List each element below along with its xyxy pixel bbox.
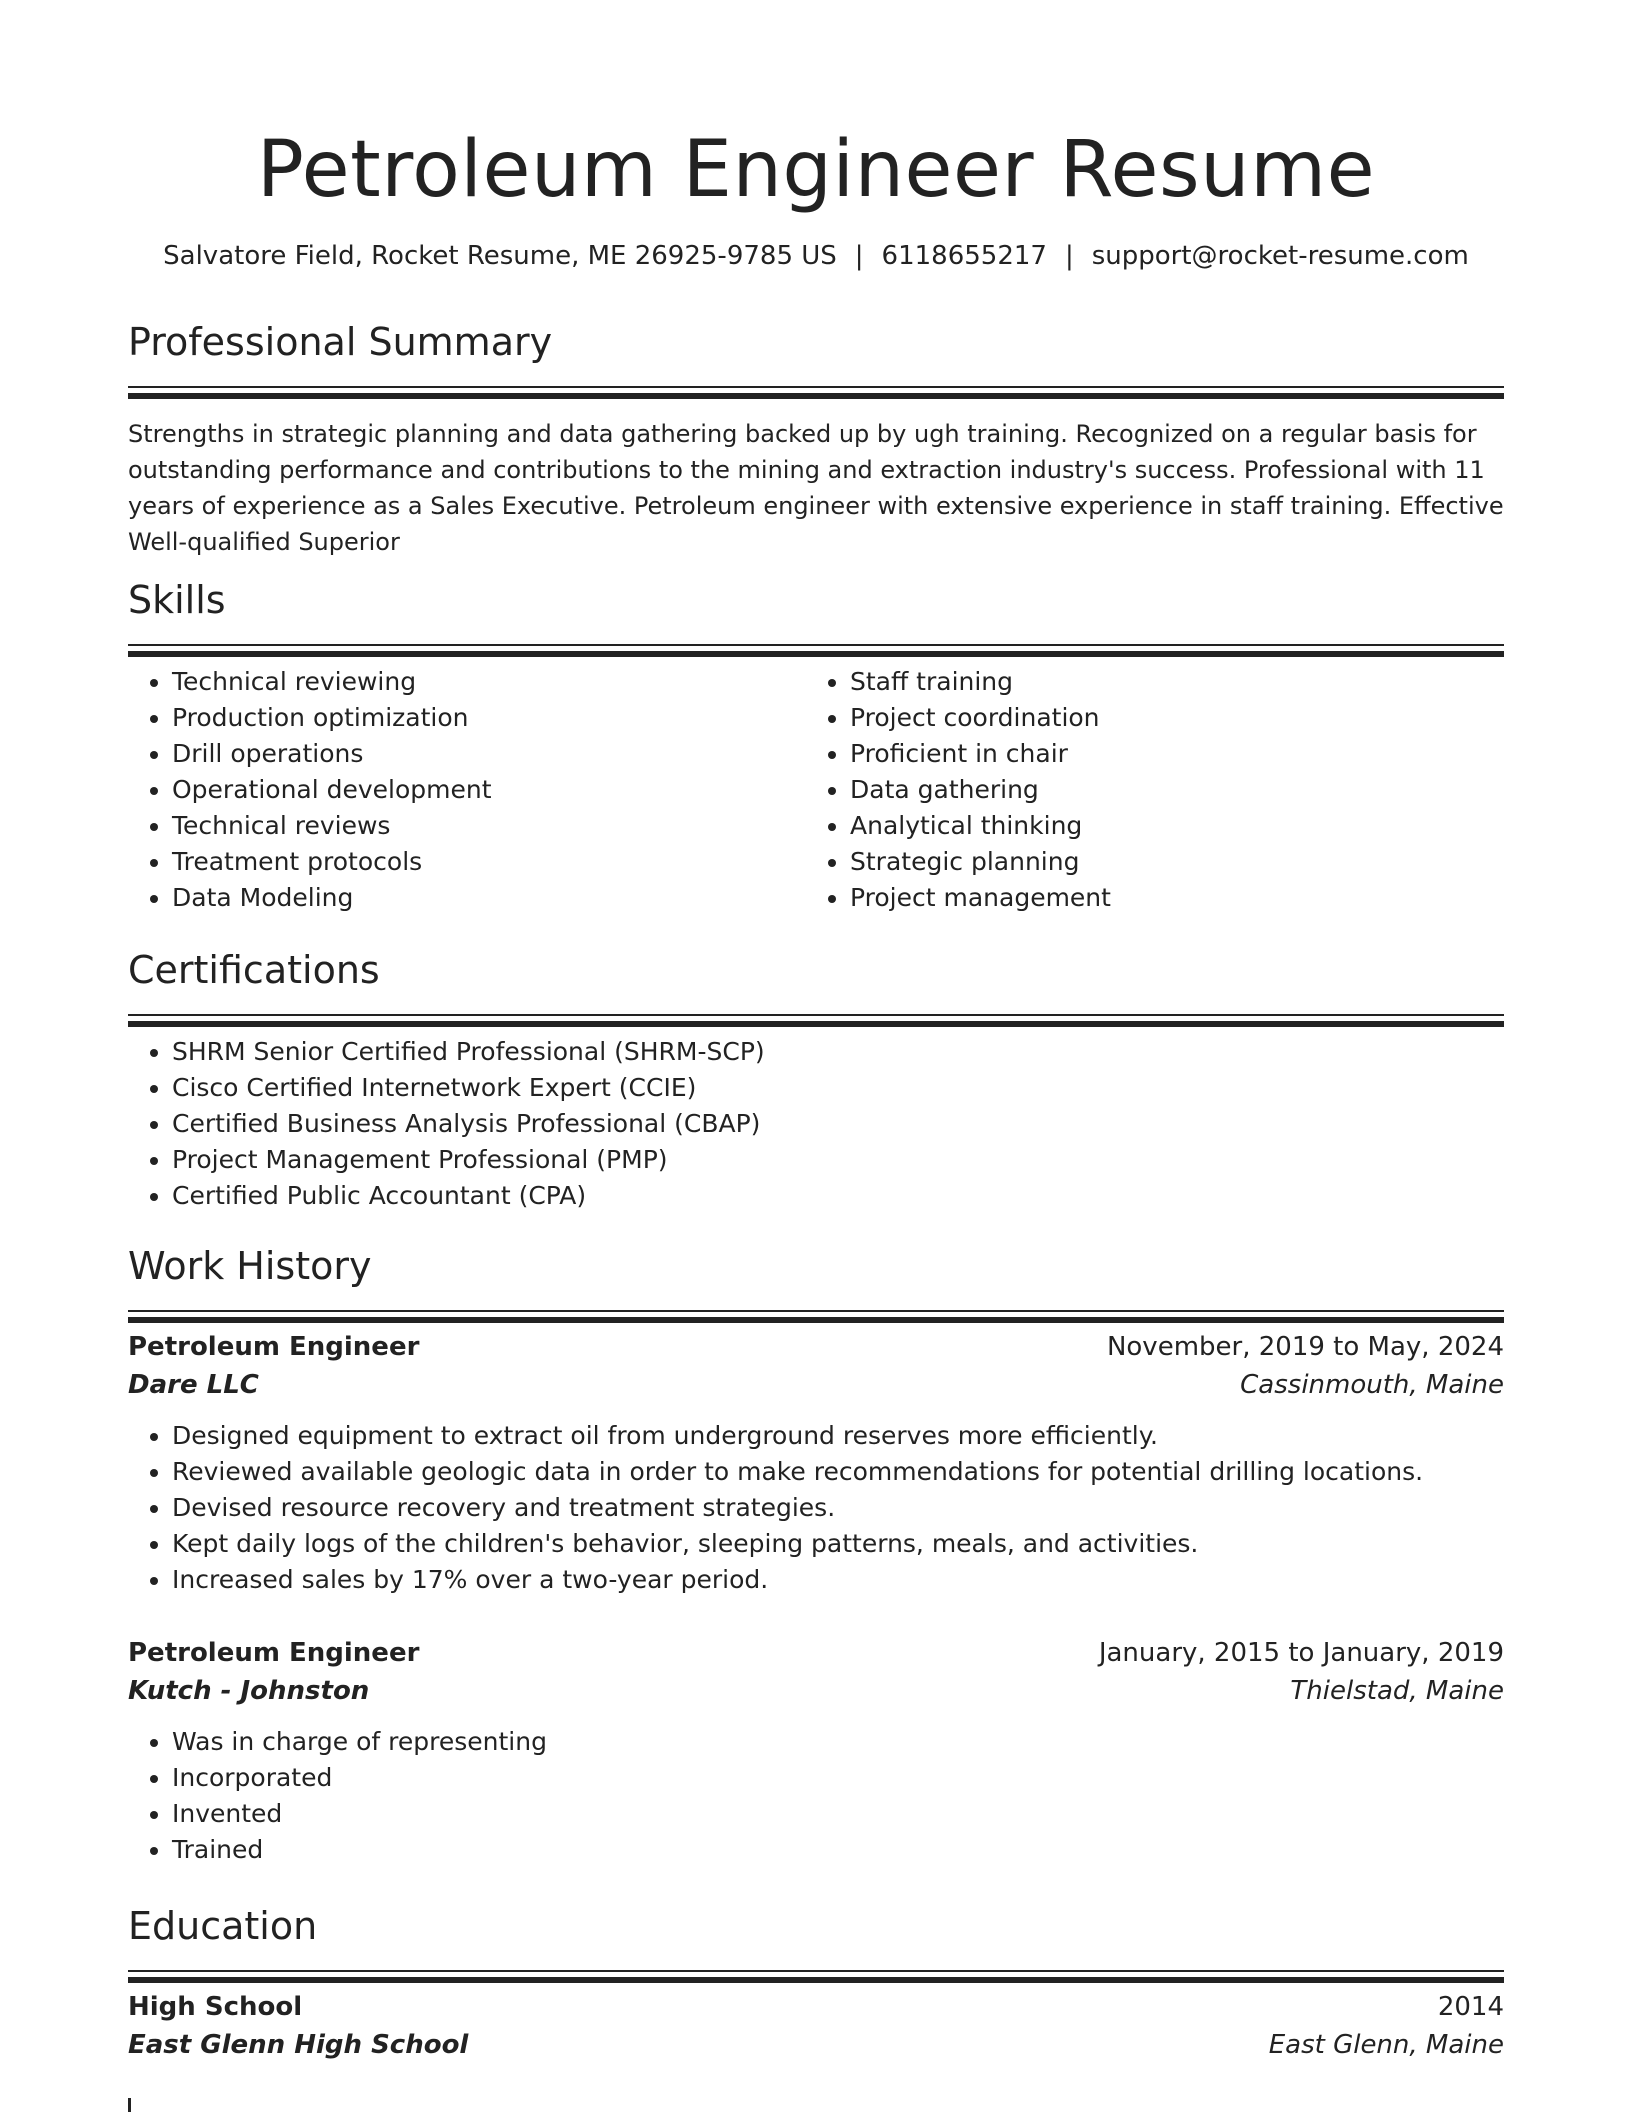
skill-item: • Technical reviewing <box>172 664 806 700</box>
section-heading-work-history: Work History <box>128 1244 372 1288</box>
contact-line <box>128 238 1504 274</box>
certification-item: • Cisco Certified Internetwork Expert (CCIE) <box>172 1070 1504 1106</box>
section-heading-education: Education <box>128 1904 318 1948</box>
certification-item: • Certified Business Analysis Professional (CBAP) <box>172 1106 1504 1142</box>
job-company: Dare LLC <box>128 1370 259 1400</box>
section-divider <box>128 1310 1504 1312</box>
contact-phone: 6118655217 <box>881 241 1047 271</box>
job-header <box>128 1328 1504 1366</box>
job-dates: November, 2019 to May, 2024 <box>1106 1332 1504 1362</box>
work-history-section <box>128 1242 1504 1868</box>
education-section <box>128 1902 1504 2064</box>
skill-item: • Project coordination <box>850 700 1484 736</box>
job-header <box>128 1634 1504 1672</box>
summary-section <box>128 318 1504 560</box>
section-heading-summary: Professional Summary <box>128 320 553 364</box>
job-entry <box>128 1328 1504 1598</box>
section-divider <box>128 1970 1504 1972</box>
skills-columns <box>128 664 1504 916</box>
education-degree: High School <box>128 1992 303 2022</box>
education-entry <box>128 1988 1504 2064</box>
section-divider <box>128 644 1504 646</box>
skills-list-right <box>806 664 1484 916</box>
skills-section <box>128 576 1504 916</box>
text-cursor <box>128 2098 131 2112</box>
job-bullet: • Trained <box>172 1832 1504 1868</box>
education-subheader <box>128 2026 1504 2064</box>
skill-item: • Project management <box>850 880 1484 916</box>
job-bullet: • Designed equipment to extract oil from underground reserves more efficiently. <box>172 1418 1504 1454</box>
job-location: Cassinmouth, Maine <box>1240 1370 1504 1400</box>
skills-list-left <box>128 664 806 916</box>
certifications-list <box>128 1034 1504 1214</box>
skill-item: • Production optimization <box>172 700 806 736</box>
job-bullet: • Invented <box>172 1796 1504 1832</box>
skill-item: • Staff training <box>850 664 1484 700</box>
certification-item: • SHRM Senior Certified Professional (SHRM-SCP) <box>172 1034 1504 1070</box>
certifications-section <box>128 946 1504 1214</box>
job-dates: January, 2015 to January, 2019 <box>1098 1638 1504 1668</box>
skill-item: • Drill operations <box>172 736 806 772</box>
certification-item: • Project Management Professional (PMP) <box>172 1142 1504 1178</box>
job-entry <box>128 1634 1504 1868</box>
skill-item: • Analytical thinking <box>850 808 1484 844</box>
job-bullets <box>128 1418 1504 1598</box>
education-year: 2014 <box>1437 1992 1504 2022</box>
job-bullet: • Incorporated <box>172 1760 1504 1796</box>
skill-item: • Operational development <box>172 772 806 808</box>
section-heading-skills: Skills <box>128 578 226 622</box>
skill-item: • Strategic planning <box>850 844 1484 880</box>
skill-item: • Data gathering <box>850 772 1484 808</box>
contact-email[interactable]: support@rocket-resume.com <box>1091 241 1469 271</box>
job-bullet: • Kept daily logs of the children's behavior, sleeping patterns, meals, and activities. <box>172 1526 1504 1562</box>
job-company: Kutch - Johnston <box>128 1676 370 1706</box>
skill-item: • Proficient in chair <box>850 736 1484 772</box>
skill-item: • Treatment protocols <box>172 844 806 880</box>
job-location: Thielstad, Maine <box>1290 1676 1504 1706</box>
job-title: Petroleum Engineer <box>128 1332 420 1362</box>
section-divider <box>128 1014 1504 1016</box>
education-location: East Glenn, Maine <box>1268 2030 1504 2060</box>
job-bullets <box>128 1724 1504 1868</box>
contact-separator: | <box>854 241 864 271</box>
job-subheader <box>128 1672 1504 1710</box>
section-divider <box>128 386 1504 388</box>
job-bullet: • Devised resource recovery and treatment strategies. <box>172 1490 1504 1526</box>
section-heading-certifications: Certifications <box>128 948 380 992</box>
job-bullet: • Reviewed available geologic data in order to make recommendations for potential drilling locations. <box>172 1454 1504 1490</box>
skill-item: • Technical reviews <box>172 808 806 844</box>
certification-item: • Certified Public Accountant (CPA) <box>172 1178 1504 1214</box>
job-title: Petroleum Engineer <box>128 1638 420 1668</box>
summary-text: Strengths in strategic planning and data gathering backed up by ugh training. Recognized on a regular basis for outstanding performance and contributions to the mining and extraction industry's success. Professional with 11 years of experience as a Sales Executive. Petroleum engineer with extensive experience in staff training. Effective Well-qualified Superior <box>128 420 1504 556</box>
page-title: Petroleum Engineer Resume <box>256 125 1376 215</box>
skill-item: • Data Modeling <box>172 880 806 916</box>
education-school: East Glenn High School <box>128 2030 469 2060</box>
contact-separator: | <box>1064 241 1074 271</box>
job-bullet: • Was in charge of representing <box>172 1724 1504 1760</box>
contact-address: Salvatore Field, Rocket Resume, ME 26925-9785 US <box>163 241 837 271</box>
job-subheader <box>128 1366 1504 1404</box>
education-header <box>128 1988 1504 2026</box>
job-bullet: • Increased sales by 17% over a two-year period. <box>172 1562 1504 1598</box>
